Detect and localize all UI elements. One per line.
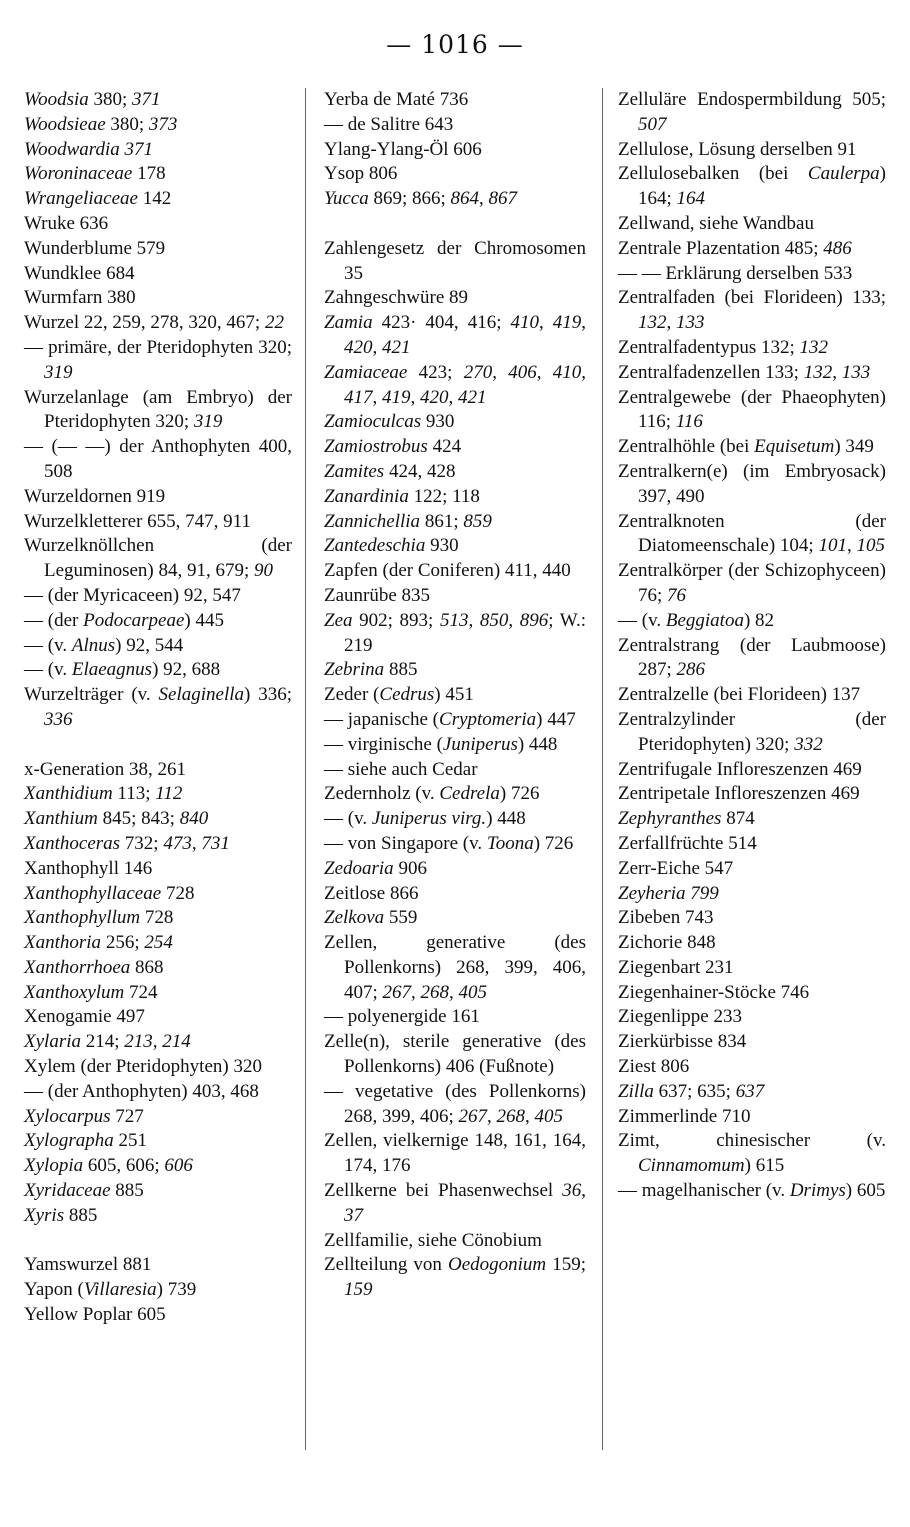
index-entry: Zahlengesetz der Chromosomen 35 — [324, 237, 586, 284]
index-entry: Zellwand, siehe Wandbau — [618, 212, 814, 234]
index-entry: Zahngeschwüre 89 — [324, 287, 469, 309]
index-entry: Xylem (der Pteridophyten) 320 — [24, 1056, 262, 1078]
index-entry: Xylopia 605, 606; 606 — [24, 1155, 193, 1177]
index-entry: Ysop 806 — [324, 163, 398, 185]
index-entry: Zapfen (der Coniferen) 411, 440 — [324, 560, 571, 582]
index-entry: Zellulose, Lösung derselben 91 — [618, 138, 857, 160]
index-entry: Zimmerlinde 710 — [618, 1105, 751, 1127]
index-entry: Ziegenhainer-Stöcke 746 — [618, 981, 810, 1003]
index-entry: Zentralstrang (der Laubmoose) 287; 286 — [618, 634, 886, 681]
index-entry: Zea 902; 893; 513, 850, 896; W.: 219 — [324, 609, 587, 656]
index-entry: Wurzeldornen 919 — [24, 485, 166, 507]
index-entry: Woroninaceae 178 — [24, 163, 166, 185]
index-entry: Zentrale Plazentation 485; 486 — [618, 237, 852, 259]
index-entry: Wurmfarn 380 — [24, 287, 136, 309]
index-entry: Zerr-Eiche 547 — [618, 857, 734, 879]
index-column-3 — [618, 88, 886, 1204]
index-entry: Zentralknoten (der Diatomeenschale) 104; 101, 105 — [618, 510, 886, 557]
index-column-1 — [24, 88, 292, 1328]
index-entry: Xanthidium 113; 112 — [24, 783, 183, 805]
index-entry: — (der Anthophyten) 403, 468 — [24, 1080, 259, 1102]
index-entry: Yucca 869; 866; 864, 867 — [324, 188, 518, 210]
index-entry: Zerfallfrüchte 514 — [618, 832, 757, 854]
index-entry: Zellkerne bei Phasenwechsel 36, 37 — [324, 1180, 586, 1226]
column-divider — [602, 88, 603, 1450]
index-entry: Zamiostrobus 424 — [324, 436, 462, 458]
index-entry: — virginische (Juniperus) 448 — [324, 733, 558, 755]
index-entry: Xylographa 251 — [24, 1130, 147, 1152]
index-entry: Zentralkörper (der Schizophyceen) 76; 76 — [618, 560, 886, 606]
index-entry: Woodsia 380; 371 — [24, 89, 161, 110]
index-entry: Xanthoxylum 724 — [24, 981, 158, 1003]
index-entry: Zibeben 743 — [618, 907, 714, 929]
index-entry: Xanthophyllaceae 728 — [24, 882, 195, 904]
index-entry: Wunderblume 579 — [24, 237, 166, 259]
index-entry: — von Singapore (v. Toona) 726 — [324, 832, 574, 854]
index-entry: — — Erklärung derselben 533 — [618, 262, 853, 284]
index-entry: — (v. Beggiatoa) 82 — [618, 609, 775, 631]
index-entry: Zentralgewebe (der Phaeophyten) 116; 116 — [618, 386, 886, 433]
index-entry: Zamia 423· 404, 416; 410, 419, 420, 421 — [324, 312, 586, 358]
index-entry: — polyenergide 161 — [324, 1006, 480, 1028]
index-entry: Zeitlose 866 — [324, 882, 419, 904]
index-entry: Zamiaceae 423; 270, 406, 410, 417, 419, 420, 421 — [324, 361, 587, 408]
index-entry: Zellen, generative (des Pollenkorns) 268, 399, 406, 407; 267, 268, 405 — [324, 932, 586, 1003]
index-entry: Yellow Poplar 605 — [24, 1304, 166, 1326]
index-entry: Zentralfadenzellen 133; 132, 133 — [618, 361, 871, 383]
index-entry: Zentralfadentypus 132; 132 — [618, 336, 829, 358]
index-entry: Zeyheria 799 — [618, 882, 719, 904]
index-entry: Yerba de Maté 736 — [324, 89, 469, 110]
index-entry: Xyris 885 — [24, 1204, 98, 1226]
section-gap — [24, 733, 292, 758]
index-entry: — (v. Elaeagnus) 92, 688 — [24, 659, 221, 681]
page-number: — 1016 — — [386, 30, 524, 59]
index-entry: x-Generation 38, 261 — [24, 758, 186, 780]
index-entry: Zimt, chinesischer (v. Cinnamomum) 615 — [618, 1130, 886, 1177]
index-entry: Ziegenbart 231 — [618, 956, 734, 978]
section-gap — [324, 212, 586, 237]
index-entry: Xyridaceae 885 — [24, 1180, 144, 1202]
index-entry: — de Salitre 643 — [324, 113, 454, 135]
index-entry: Zaunrübe 835 — [324, 584, 431, 606]
index-entry: Xanthophyllum 728 — [24, 907, 174, 929]
index-entry: — primäre, der Pteridophyten 320; 319 — [24, 336, 292, 383]
index-entry: Xylaria 214; 213, 214 — [24, 1031, 191, 1053]
index-entry: Wurzelkletterer 655, 747, 911 — [24, 510, 251, 532]
index-entry: Zebrina 885 — [324, 659, 418, 681]
index-entry: Zamioculcas 930 — [324, 411, 455, 433]
index-entry: Ziegenlippe 233 — [618, 1006, 742, 1028]
index-entry: Zellfamilie, siehe Cönobium — [324, 1229, 542, 1251]
index-entry: Wrangeliaceae 142 — [24, 188, 172, 210]
index-entry: Zelle(n), sterile generative (des Pollenkorns) 406 (Fußnote) — [324, 1031, 586, 1078]
index-entry: Wurzel 22, 259, 278, 320, 467; 22 — [24, 312, 284, 334]
index-entry: Wurzelknöllchen (der Leguminosen) 84, 91, 679; 90 — [24, 535, 292, 582]
index-entry: Wruke 636 — [24, 212, 109, 234]
index-entry: Yapon (Villaresia) 739 — [24, 1279, 197, 1301]
index-entry: Xanthium 845; 843; 840 — [24, 808, 209, 830]
index-entry: Zentralzelle (bei Florideen) 137 — [618, 684, 861, 706]
index-entry: Zamites 424, 428 — [324, 460, 456, 482]
index-entry: Zentralfaden (bei Florideen) 133; 132, 133 — [618, 287, 886, 334]
index-entry: Zentrifugale Infloreszenzen 469 — [618, 758, 862, 780]
index-entry: Zentralhöhle (bei Equisetum) 349 — [618, 436, 874, 458]
index-entry: Zanardinia 122; 118 — [324, 485, 480, 507]
index-entry: — (— —) der Anthophyten 400, 508 — [24, 436, 292, 482]
index-entry: — (v. Alnus) 92, 544 — [24, 634, 184, 656]
index-entry: Ziest 806 — [618, 1056, 690, 1078]
index-entry: Zentralzylinder (der Pteridophyten) 320; 332 — [618, 708, 886, 755]
index-entry: Zentralkern(e) (im Embryosack) 397, 490 — [618, 460, 886, 507]
index-entry: Xanthoria 256; 254 — [24, 932, 173, 954]
index-entry: Xylocarpus 727 — [24, 1105, 144, 1127]
index-entry: Yamswurzel 881 — [24, 1254, 152, 1276]
index-column-2 — [324, 88, 586, 1303]
index-entry: Wurzelanlage (am Embryo) der Pteridophyten 320; 319 — [24, 386, 292, 433]
index-entry: Zephyranthes 874 — [618, 808, 755, 830]
index-entry: Zellulosebalken (bei Caulerpa) 164; 164 — [618, 163, 886, 210]
index-entry: Zierkürbisse 834 — [618, 1031, 747, 1053]
index-entry: Wundklee 684 — [24, 262, 135, 284]
index-entry: Zannichellia 861; 859 — [324, 510, 492, 532]
index-entry: — vegetative (des Pollenkorns) 268, 399, 406; 267, 268, 405 — [324, 1080, 586, 1127]
index-entry: Ylang-Ylang-Öl 606 — [324, 138, 482, 160]
index-entry: Xenogamie 497 — [24, 1006, 145, 1028]
index-entry: Zedernholz (v. Cedrela) 726 — [324, 783, 540, 805]
index-entry: — (der Myricaceen) 92, 547 — [24, 584, 241, 606]
index-entry: Zelkova 559 — [324, 907, 418, 929]
index-entry: Zellen, vielkernige 148, 161, 164, 174, 176 — [324, 1130, 586, 1177]
index-entry: — (der Podocarpeae) 445 — [24, 609, 224, 631]
index-entry: — japanische (Cryptomeria) 447 — [324, 708, 576, 730]
index-entry: Zellteilung von Oedogonium 159; 159 — [324, 1254, 586, 1301]
index-entry: Zichorie 848 — [618, 932, 716, 954]
index-entry: Woodsieae 380; 373 — [24, 113, 178, 135]
section-gap — [24, 1229, 292, 1254]
index-entry: Xanthoceras 732; 473, 731 — [24, 832, 230, 854]
index-entry: Zedoaria 906 — [324, 857, 427, 879]
index-entry: — magelhanischer (v. Drimys) 605 — [618, 1180, 886, 1202]
index-entry: Woodwardia 371 — [24, 138, 153, 160]
column-divider — [305, 88, 306, 1450]
index-entry: Wurzelträger (v. Selaginella) 336; 336 — [24, 684, 292, 730]
index-entry: Zilla 637; 635; 637 — [618, 1080, 765, 1102]
index-entry: Zentripetale Infloreszenzen 469 — [618, 783, 860, 805]
index-entry: Xanthophyll 146 — [24, 857, 153, 879]
index-entry: — siehe auch Cedar — [324, 758, 478, 780]
index-entry: Zantedeschia 930 — [324, 535, 459, 557]
index-entry: Zelluläre Endospermbildung 505; 507 — [618, 89, 886, 135]
index-entry: Xanthorrhoea 868 — [24, 956, 164, 978]
index-entry: — (v. Juniperus virg.) 448 — [324, 808, 526, 830]
index-entry: Zeder (Cedrus) 451 — [324, 684, 474, 706]
